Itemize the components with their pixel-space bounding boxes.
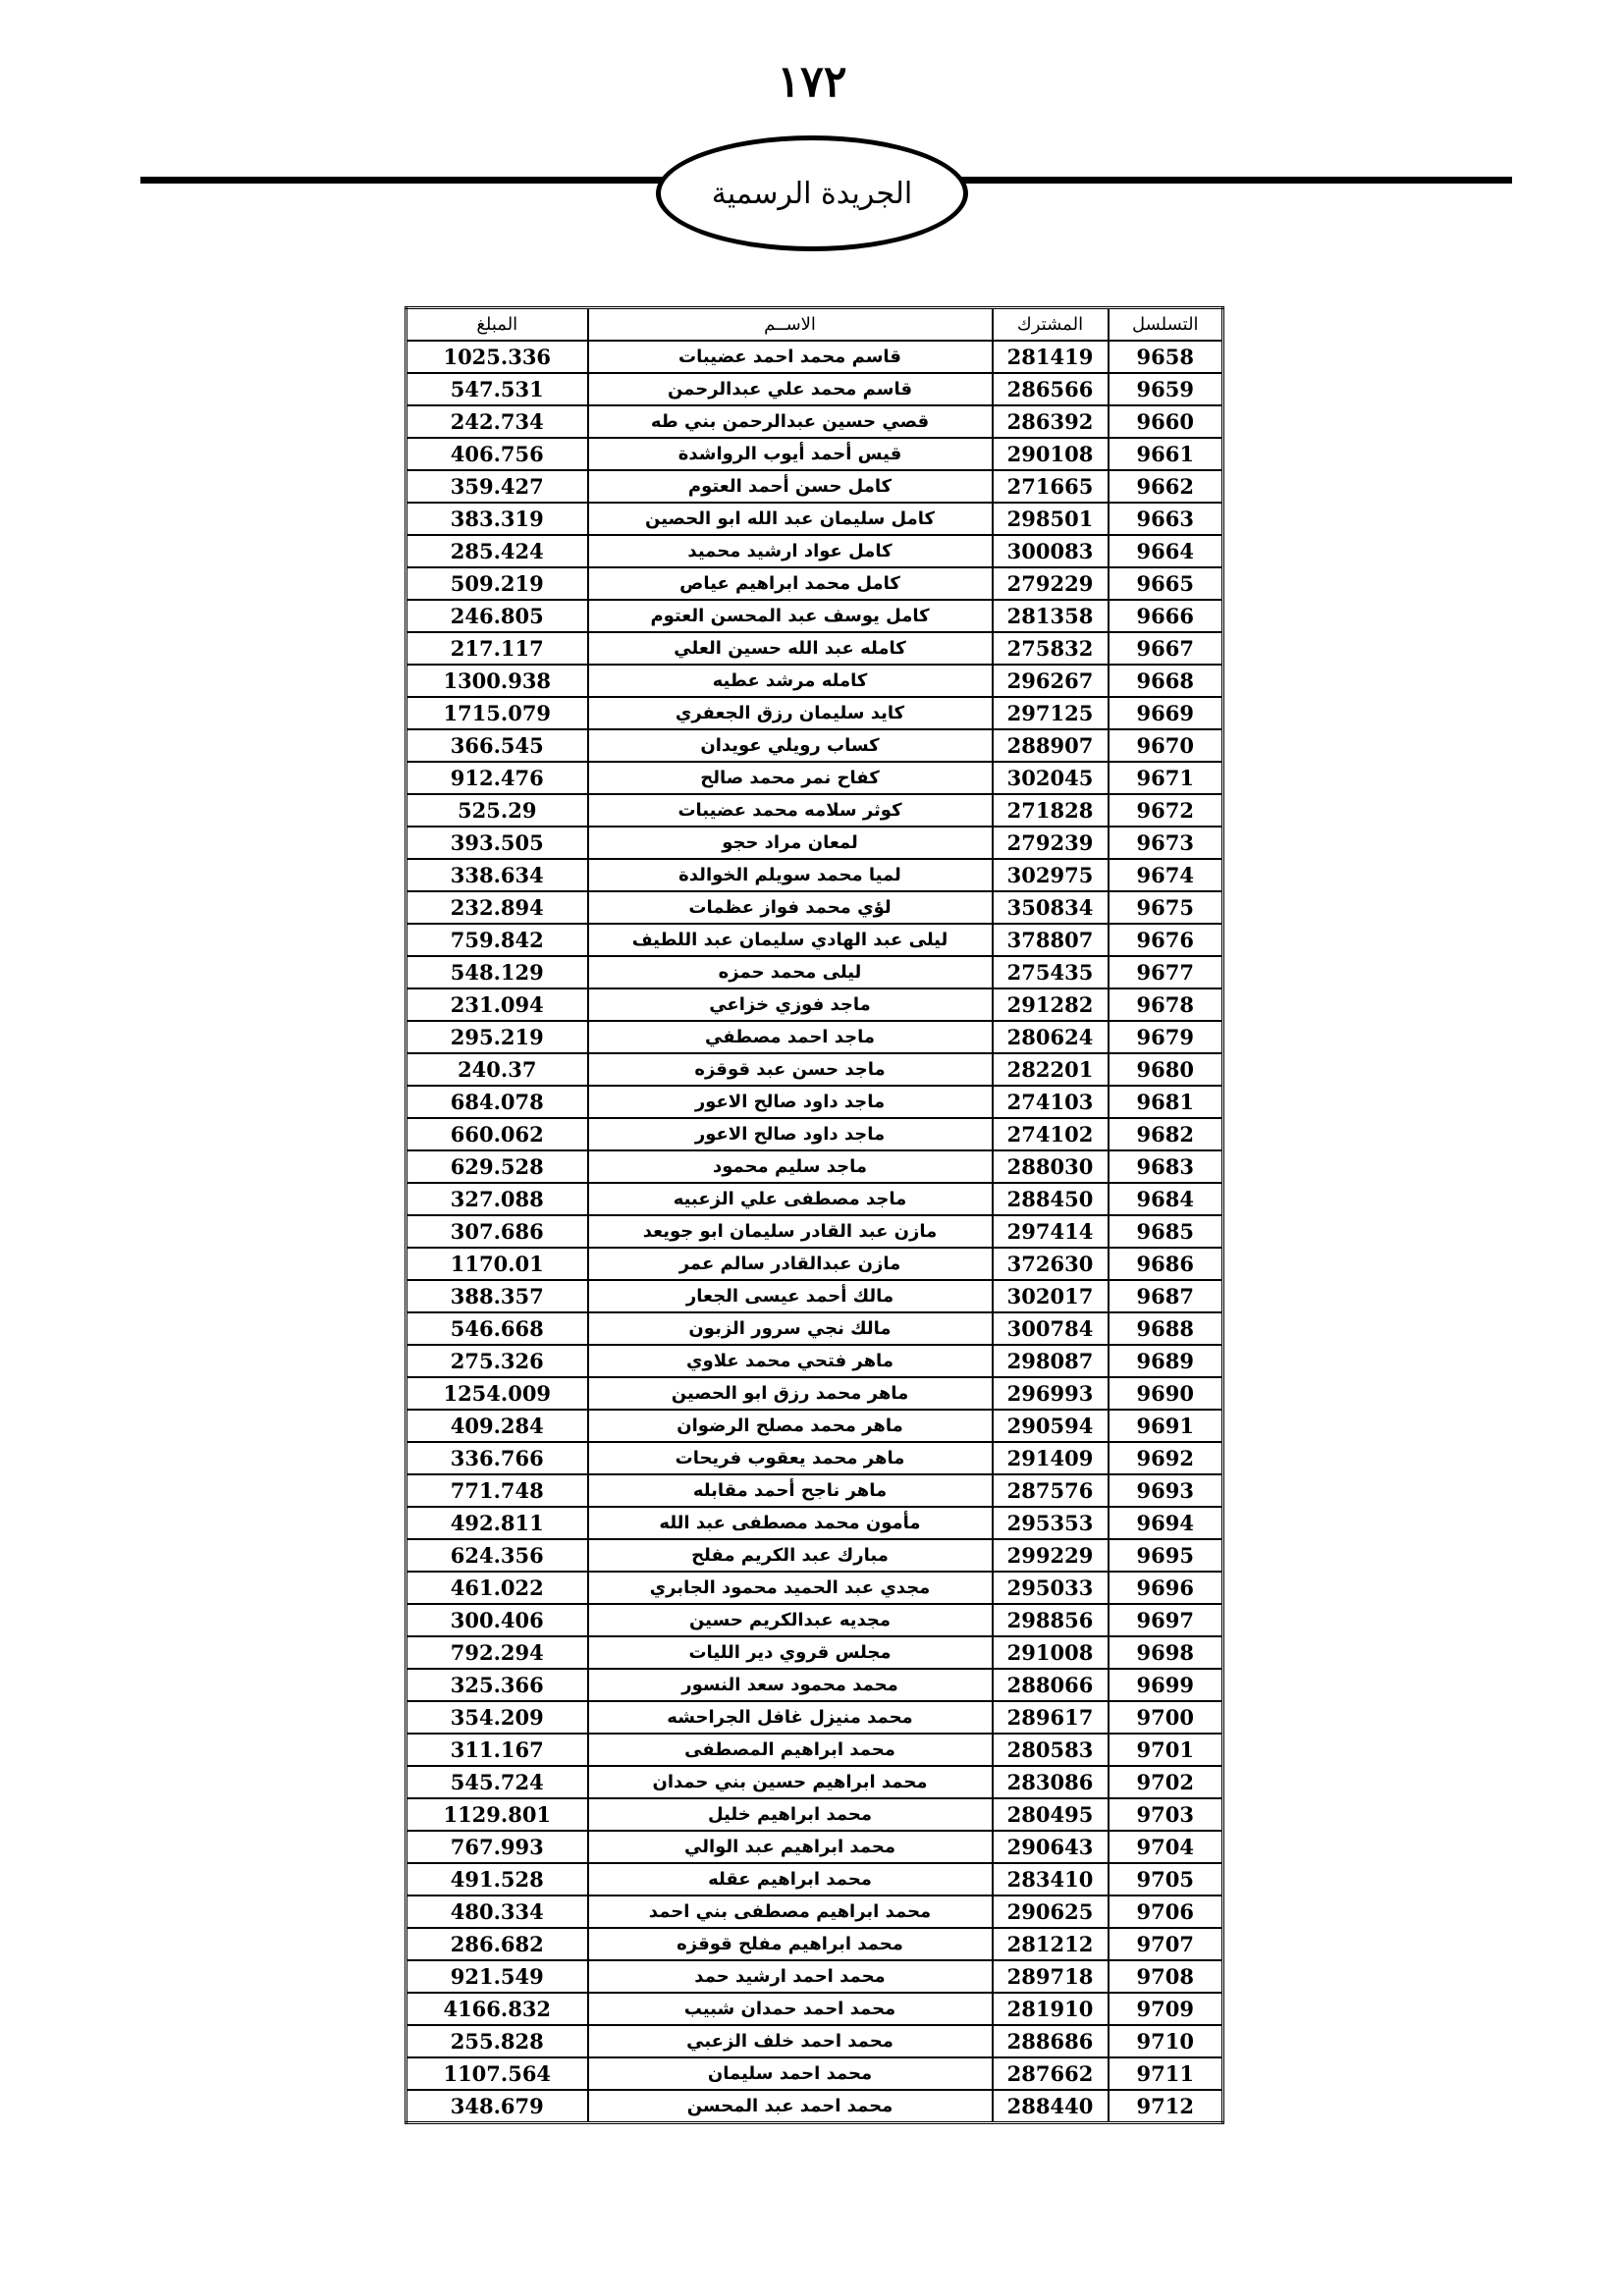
amount-cell: 1129.801 — [406, 1798, 588, 1831]
serial-cell: 9686 — [1109, 1248, 1223, 1280]
name-cell: كامله مرشد عطيه — [588, 665, 993, 697]
subscriber-cell: 290108 — [993, 438, 1109, 470]
table-row — [406, 632, 1223, 665]
name-cell: مالك نجي سرور الزبون — [588, 1312, 993, 1345]
serial-cell: 9706 — [1109, 1896, 1223, 1928]
subscriber-cell: 287576 — [993, 1474, 1109, 1507]
amount-cell: 409.284 — [406, 1410, 588, 1442]
amount-cell: 759.842 — [406, 924, 588, 956]
serial-cell: 9694 — [1109, 1507, 1223, 1539]
name-cell: ليلى عبد الهادي سليمان عبد اللطيف — [588, 924, 993, 956]
amount-cell: 684.078 — [406, 1086, 588, 1118]
serial-cell: 9675 — [1109, 891, 1223, 924]
table-row — [406, 1248, 1223, 1280]
amount-cell: 1025.336 — [406, 341, 588, 373]
amount-cell: 461.022 — [406, 1572, 588, 1604]
name-cell: مجديه عبدالكريم حسين — [588, 1604, 993, 1636]
subscriber-cell: 302017 — [993, 1280, 1109, 1312]
serial-cell: 9665 — [1109, 567, 1223, 600]
page-number: ١٧٢ — [777, 57, 847, 107]
serial-cell: 9669 — [1109, 697, 1223, 729]
subscriber-cell: 295033 — [993, 1572, 1109, 1604]
serial-cell: 9697 — [1109, 1604, 1223, 1636]
serial-cell: 9677 — [1109, 956, 1223, 988]
subscriber-cell: 274103 — [993, 1086, 1109, 1118]
subscriber-cell: 291409 — [993, 1442, 1109, 1474]
table-row — [406, 1766, 1223, 1798]
subscribers-table — [405, 306, 1224, 2124]
serial-cell: 9662 — [1109, 470, 1223, 503]
name-cell: كفاح نمر محمد صالح — [588, 762, 993, 794]
table-row — [406, 794, 1223, 827]
name-cell: ماجد داود صالح الاعور — [588, 1118, 993, 1150]
amount-cell: 311.167 — [406, 1734, 588, 1766]
name-cell: ماهر محمد مصلح الرضوان — [588, 1410, 993, 1442]
name-cell: مالك أحمد عيسى الجعار — [588, 1280, 993, 1312]
amount-cell: 624.356 — [406, 1539, 588, 1572]
name-cell: محمد منيزل غافل الجراحشه — [588, 1701, 993, 1734]
subscriber-cell: 271665 — [993, 470, 1109, 503]
table-row — [406, 1377, 1223, 1410]
amount-cell: 1107.564 — [406, 2057, 588, 2090]
table-row — [406, 924, 1223, 956]
serial-cell: 9698 — [1109, 1636, 1223, 1669]
table-header-row — [406, 308, 1223, 342]
amount-cell: 1170.01 — [406, 1248, 588, 1280]
table-row — [406, 1312, 1223, 1345]
serial-cell: 9667 — [1109, 632, 1223, 665]
table-row — [406, 729, 1223, 762]
amount-cell: 307.686 — [406, 1215, 588, 1248]
amount-cell: 629.528 — [406, 1150, 588, 1183]
serial-cell: 9689 — [1109, 1345, 1223, 1377]
subscriber-cell: 296993 — [993, 1377, 1109, 1410]
subscriber-cell: 283410 — [993, 1863, 1109, 1896]
subscriber-cell: 290594 — [993, 1410, 1109, 1442]
amount-cell: 255.828 — [406, 2025, 588, 2057]
subscribers-table-container — [405, 306, 1221, 2124]
table-row — [406, 2057, 1223, 2090]
table-row — [406, 1539, 1223, 1572]
table-row — [406, 1960, 1223, 1993]
amount-cell: 366.545 — [406, 729, 588, 762]
subscriber-cell: 298087 — [993, 1345, 1109, 1377]
serial-cell: 9673 — [1109, 827, 1223, 859]
amount-cell: 921.549 — [406, 1960, 588, 1993]
subscriber-cell: 302975 — [993, 859, 1109, 891]
subscriber-cell: 297125 — [993, 697, 1109, 729]
subscriber-cell: 287662 — [993, 2057, 1109, 2090]
subscriber-cell: 288030 — [993, 1150, 1109, 1183]
table-row — [406, 1442, 1223, 1474]
subscriber-cell: 378807 — [993, 924, 1109, 956]
table-row — [406, 1507, 1223, 1539]
name-cell: مازن عبد القادر سليمان ابو جويعد — [588, 1215, 993, 1248]
subscriber-cell: 271828 — [993, 794, 1109, 827]
table-row — [406, 859, 1223, 891]
subscriber-cell: 300784 — [993, 1312, 1109, 1345]
table-row — [406, 1345, 1223, 1377]
table-row — [406, 1280, 1223, 1312]
table-row — [406, 1572, 1223, 1604]
amount-cell: 240.37 — [406, 1053, 588, 1086]
amount-cell: 912.476 — [406, 762, 588, 794]
table-row — [406, 1086, 1223, 1118]
amount-cell: 354.209 — [406, 1701, 588, 1734]
amount-cell: 546.668 — [406, 1312, 588, 1345]
subscriber-cell: 290625 — [993, 1896, 1109, 1928]
amount-cell: 286.682 — [406, 1928, 588, 1960]
name-cell: محمد ابراهيم مفلح قوقزه — [588, 1928, 993, 1960]
table-row — [406, 1636, 1223, 1669]
name-cell: ماهر محمد يعقوب فريحات — [588, 1442, 993, 1474]
table-row — [406, 1604, 1223, 1636]
name-cell: قاسم محمد احمد عضيبات — [588, 341, 993, 373]
serial-cell: 9671 — [1109, 762, 1223, 794]
name-cell: مازن عبدالقادر سالم عمر — [588, 1248, 993, 1280]
serial-cell: 9666 — [1109, 600, 1223, 632]
name-cell: كامل محمد ابراهيم عياص — [588, 567, 993, 600]
serial-cell: 9709 — [1109, 1993, 1223, 2025]
name-cell: مبارك عبد الكريم مفلح — [588, 1539, 993, 1572]
table-row — [406, 438, 1223, 470]
serial-cell: 9705 — [1109, 1863, 1223, 1896]
name-cell: ماجد فوزي خزاعي — [588, 988, 993, 1021]
subscriber-cell: 297414 — [993, 1215, 1109, 1248]
table-row — [406, 891, 1223, 924]
table-row — [406, 567, 1223, 600]
serial-cell: 9664 — [1109, 535, 1223, 567]
name-cell: محمد ابراهيم المصطفى — [588, 1734, 993, 1766]
serial-cell: 9658 — [1109, 341, 1223, 373]
name-cell: محمد احمد ارشيد حمد — [588, 1960, 993, 1993]
subscriber-cell: 280583 — [993, 1734, 1109, 1766]
subscriber-cell: 295353 — [993, 1507, 1109, 1539]
serial-cell: 9691 — [1109, 1410, 1223, 1442]
serial-cell: 9692 — [1109, 1442, 1223, 1474]
subscriber-cell: 298856 — [993, 1604, 1109, 1636]
name-cell: ليلى محمد حمزه — [588, 956, 993, 988]
subscriber-cell: 288066 — [993, 1669, 1109, 1701]
name-cell: قصي حسين عبدالرحمن بني طه — [588, 405, 993, 438]
table-row — [406, 2025, 1223, 2057]
subscriber-cell: 288686 — [993, 2025, 1109, 2057]
name-cell: ماجد احمد مصطفي — [588, 1021, 993, 1053]
table-row — [406, 1183, 1223, 1215]
serial-cell: 9680 — [1109, 1053, 1223, 1086]
name-cell: محمد ابراهيم عقله — [588, 1863, 993, 1896]
amount-cell: 359.427 — [406, 470, 588, 503]
column-header-subscriber: المشترك — [993, 308, 1109, 342]
name-cell: كامل يوسف عبد المحسن العتوم — [588, 600, 993, 632]
subscriber-cell: 288440 — [993, 2090, 1109, 2123]
name-cell: كايد سليمان رزق الجعفري — [588, 697, 993, 729]
name-cell: مجدي عبد الحميد محمود الجابري — [588, 1572, 993, 1604]
serial-cell: 9688 — [1109, 1312, 1223, 1345]
serial-cell: 9704 — [1109, 1831, 1223, 1863]
amount-cell: 383.319 — [406, 503, 588, 535]
subscriber-cell: 281358 — [993, 600, 1109, 632]
subscriber-cell: 300083 — [993, 535, 1109, 567]
table-row — [406, 2090, 1223, 2123]
serial-cell: 9659 — [1109, 373, 1223, 405]
name-cell: ماجد سليم محمود — [588, 1150, 993, 1183]
subscriber-cell: 299229 — [993, 1539, 1109, 1572]
amount-cell: 336.766 — [406, 1442, 588, 1474]
table-row — [406, 341, 1223, 373]
name-cell: ماجد حسن عبد قوقزه — [588, 1053, 993, 1086]
subscriber-cell: 280624 — [993, 1021, 1109, 1053]
column-header-serial: التسلسل — [1109, 308, 1223, 342]
amount-cell: 1715.079 — [406, 697, 588, 729]
serial-cell: 9690 — [1109, 1377, 1223, 1410]
table-row — [406, 1150, 1223, 1183]
name-cell: محمد احمد حمدان شبيب — [588, 1993, 993, 2025]
serial-cell: 9687 — [1109, 1280, 1223, 1312]
amount-cell: 767.993 — [406, 1831, 588, 1863]
table-row — [406, 1118, 1223, 1150]
serial-cell: 9676 — [1109, 924, 1223, 956]
serial-cell: 9679 — [1109, 1021, 1223, 1053]
amount-cell: 480.334 — [406, 1896, 588, 1928]
table-row — [406, 1053, 1223, 1086]
subscriber-cell: 281910 — [993, 1993, 1109, 2025]
gazette-title-oval — [656, 135, 968, 251]
subscriber-cell: 274102 — [993, 1118, 1109, 1150]
table-row — [406, 1798, 1223, 1831]
amount-cell: 348.679 — [406, 2090, 588, 2123]
serial-cell: 9708 — [1109, 1960, 1223, 1993]
serial-cell: 9674 — [1109, 859, 1223, 891]
name-cell: محمد احمد عبد المحسن — [588, 2090, 993, 2123]
subscriber-cell: 302045 — [993, 762, 1109, 794]
amount-cell: 232.894 — [406, 891, 588, 924]
name-cell: محمد ابراهيم مصطفى بني احمد — [588, 1896, 993, 1928]
amount-cell: 295.219 — [406, 1021, 588, 1053]
amount-cell: 491.528 — [406, 1863, 588, 1896]
amount-cell: 1254.009 — [406, 1377, 588, 1410]
subscriber-cell: 280495 — [993, 1798, 1109, 1831]
name-cell: ماجد داود صالح الاعور — [588, 1086, 993, 1118]
subscriber-cell: 286566 — [993, 373, 1109, 405]
subscriber-cell: 288907 — [993, 729, 1109, 762]
amount-cell: 4166.832 — [406, 1993, 588, 2025]
name-cell: لميا محمد سويلم الخوالدة — [588, 859, 993, 891]
table-row — [406, 1701, 1223, 1734]
subscriber-cell: 291008 — [993, 1636, 1109, 1669]
name-cell: كامل حسن أحمد العتوم — [588, 470, 993, 503]
table-row — [406, 1831, 1223, 1863]
amount-cell: 388.357 — [406, 1280, 588, 1312]
subscriber-cell: 279229 — [993, 567, 1109, 600]
amount-cell: 525.29 — [406, 794, 588, 827]
table-row — [406, 1021, 1223, 1053]
name-cell: ماهر ناجح أحمد مقابله — [588, 1474, 993, 1507]
table-row — [406, 697, 1223, 729]
name-cell: مجلس قروي دير الليات — [588, 1636, 993, 1669]
serial-cell: 9663 — [1109, 503, 1223, 535]
serial-cell: 9712 — [1109, 2090, 1223, 2123]
serial-cell: 9693 — [1109, 1474, 1223, 1507]
serial-cell: 9670 — [1109, 729, 1223, 762]
serial-cell: 9701 — [1109, 1734, 1223, 1766]
table-row — [406, 1993, 1223, 2025]
amount-cell: 325.366 — [406, 1669, 588, 1701]
amount-cell: 327.088 — [406, 1183, 588, 1215]
table-row — [406, 373, 1223, 405]
subscriber-cell: 281212 — [993, 1928, 1109, 1960]
amount-cell: 660.062 — [406, 1118, 588, 1150]
name-cell: كامل عواد ارشيد محميد — [588, 535, 993, 567]
table-row — [406, 1474, 1223, 1507]
serial-cell: 9710 — [1109, 2025, 1223, 2057]
table-row — [406, 827, 1223, 859]
name-cell: ماهر محمد رزق ابو الحصين — [588, 1377, 993, 1410]
amount-cell: 548.129 — [406, 956, 588, 988]
amount-cell: 242.734 — [406, 405, 588, 438]
serial-cell: 9681 — [1109, 1086, 1223, 1118]
table-row — [406, 503, 1223, 535]
serial-cell: 9711 — [1109, 2057, 1223, 2090]
name-cell: ماهر فتحي محمد علاوي — [588, 1345, 993, 1377]
subscriber-cell: 296267 — [993, 665, 1109, 697]
subscriber-cell: 288450 — [993, 1183, 1109, 1215]
table-row — [406, 1734, 1223, 1766]
amount-cell: 406.756 — [406, 438, 588, 470]
serial-cell: 9702 — [1109, 1766, 1223, 1798]
amount-cell: 300.406 — [406, 1604, 588, 1636]
serial-cell: 9699 — [1109, 1669, 1223, 1701]
name-cell: محمد ابراهيم عبد الوالي — [588, 1831, 993, 1863]
amount-cell: 275.326 — [406, 1345, 588, 1377]
name-cell: كامله عبد الله حسين العلي — [588, 632, 993, 665]
table-row — [406, 1669, 1223, 1701]
table-body — [406, 341, 1223, 2123]
serial-cell: 9700 — [1109, 1701, 1223, 1734]
serial-cell: 9661 — [1109, 438, 1223, 470]
table-row — [406, 1410, 1223, 1442]
table-row — [406, 988, 1223, 1021]
subscriber-cell: 350834 — [993, 891, 1109, 924]
table-row — [406, 405, 1223, 438]
serial-cell: 9685 — [1109, 1215, 1223, 1248]
table-row — [406, 762, 1223, 794]
amount-cell: 792.294 — [406, 1636, 588, 1669]
table-row — [406, 1215, 1223, 1248]
column-header-amount: المبلغ — [406, 308, 588, 342]
serial-cell: 9684 — [1109, 1183, 1223, 1215]
gazette-title: الجريدة الرسمية — [711, 176, 913, 211]
table-row — [406, 1863, 1223, 1896]
subscriber-cell: 290643 — [993, 1831, 1109, 1863]
serial-cell: 9707 — [1109, 1928, 1223, 1960]
subscriber-cell: 291282 — [993, 988, 1109, 1021]
amount-cell: 509.219 — [406, 567, 588, 600]
subscriber-cell: 275435 — [993, 956, 1109, 988]
subscriber-cell: 282201 — [993, 1053, 1109, 1086]
table-row — [406, 1896, 1223, 1928]
name-cell: محمد محمود سعد النسور — [588, 1669, 993, 1701]
amount-cell: 393.505 — [406, 827, 588, 859]
subscriber-cell: 279239 — [993, 827, 1109, 859]
name-cell: قيس أحمد أيوب الرواشدة — [588, 438, 993, 470]
serial-cell: 9695 — [1109, 1539, 1223, 1572]
amount-cell: 771.748 — [406, 1474, 588, 1507]
table-row — [406, 665, 1223, 697]
table-row — [406, 470, 1223, 503]
table-row — [406, 956, 1223, 988]
column-header-name: الاســم — [588, 308, 993, 342]
name-cell: مأمون محمد مصطفى عبد الله — [588, 1507, 993, 1539]
serial-cell: 9668 — [1109, 665, 1223, 697]
name-cell: قاسم محمد علي عبدالرحمن — [588, 373, 993, 405]
amount-cell: 545.724 — [406, 1766, 588, 1798]
name-cell: كامل سليمان عبد الله ابو الحصين — [588, 503, 993, 535]
subscriber-cell: 286392 — [993, 405, 1109, 438]
amount-cell: 492.811 — [406, 1507, 588, 1539]
name-cell: كوثر سلامه محمد عضيبات — [588, 794, 993, 827]
name-cell: كساب رويلي عويدان — [588, 729, 993, 762]
amount-cell: 285.424 — [406, 535, 588, 567]
name-cell: محمد ابراهيم خليل — [588, 1798, 993, 1831]
serial-cell: 9660 — [1109, 405, 1223, 438]
serial-cell: 9683 — [1109, 1150, 1223, 1183]
subscriber-cell: 281419 — [993, 341, 1109, 373]
amount-cell: 1300.938 — [406, 665, 588, 697]
subscriber-cell: 275832 — [993, 632, 1109, 665]
amount-cell: 231.094 — [406, 988, 588, 1021]
amount-cell: 547.531 — [406, 373, 588, 405]
subscriber-cell: 298501 — [993, 503, 1109, 535]
serial-cell: 9672 — [1109, 794, 1223, 827]
serial-cell: 9696 — [1109, 1572, 1223, 1604]
table-row — [406, 600, 1223, 632]
amount-cell: 217.117 — [406, 632, 588, 665]
subscriber-cell: 372630 — [993, 1248, 1109, 1280]
name-cell: لمعان مراد حجو — [588, 827, 993, 859]
name-cell: محمد ابراهيم حسين بني حمدان — [588, 1766, 993, 1798]
name-cell: محمد احمد سليمان — [588, 2057, 993, 2090]
name-cell: ماجد مصطفى علي الزعبيه — [588, 1183, 993, 1215]
amount-cell: 246.805 — [406, 600, 588, 632]
table-row — [406, 1928, 1223, 1960]
name-cell: محمد احمد خلف الزعبي — [588, 2025, 993, 2057]
table-row — [406, 535, 1223, 567]
name-cell: لؤي محمد فواز عظمات — [588, 891, 993, 924]
serial-cell: 9678 — [1109, 988, 1223, 1021]
serial-cell: 9682 — [1109, 1118, 1223, 1150]
subscriber-cell: 283086 — [993, 1766, 1109, 1798]
serial-cell: 9703 — [1109, 1798, 1223, 1831]
subscriber-cell: 289718 — [993, 1960, 1109, 1993]
subscriber-cell: 289617 — [993, 1701, 1109, 1734]
amount-cell: 338.634 — [406, 859, 588, 891]
